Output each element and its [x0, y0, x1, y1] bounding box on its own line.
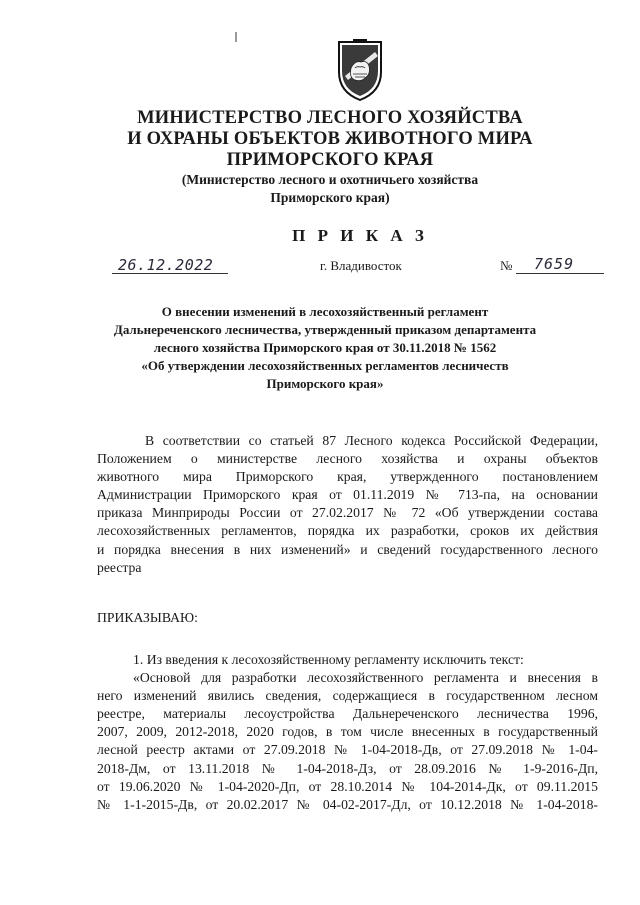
ministry-title-line: МИНИСТЕРСТВО ЛЕСНОГО ХОЗЯЙСТВА [137, 108, 523, 128]
clause-line: 2018-Дм, от 13.11.2018 № 1-04-2018-Дз, от 28.09.2016 № 1-9-2016-Дп, [97, 760, 598, 776]
order-number: 7659 [534, 255, 575, 273]
clause-line: него изменений явились сведения, содержащиеся в государственном лесном [97, 688, 598, 704]
coat-of-arms-icon [333, 38, 387, 102]
preamble-line: реестра [97, 559, 142, 575]
date-underline [112, 273, 228, 274]
order-city: г. Владивосток [320, 258, 402, 273]
ministry-subtitle [120, 171, 540, 207]
order-title: П Р И К А З [292, 226, 428, 245]
subject-line: «Об утверждении лесохозяйственных регламентов лесничеств [141, 358, 509, 373]
clause-line: реестре, материалы лесоустройства Дальнереченского лесничества 1996, [97, 706, 598, 722]
ministry-title [120, 108, 540, 171]
ministry-subtitle-line: (Министерство лесного и охотничьего хозяйства [181, 172, 479, 187]
preamble-line: приказа Минприроды России от 27.02.2017 № 72 «Об утверждении состава [97, 505, 598, 521]
ministry-title-line: ПРИМОРСКОГО КРАЯ [226, 150, 434, 170]
preamble-line: Администрации Приморского края от 01.11.2019 № 713-па, на основании [97, 487, 598, 503]
clause-line: лесной реестр актами от 27.09.2018 № 1-04-2018-Дв, от 27.09.2018 № 1-04- [97, 742, 598, 758]
subject-line: О внесении изменений в лесохозяйственный регламент [161, 304, 489, 319]
clause-line: «Основой для разработки лесохозяйственного регламента и внесения в [133, 670, 598, 686]
preamble-line: Положением о министерстве лесного хозяйства и охраны объектов [97, 451, 598, 467]
subject-line: Приморского края» [266, 376, 384, 391]
order-subject [90, 303, 560, 393]
preamble-paragraph [97, 432, 598, 577]
clause-line: 1. Из введения к лесохозяйственному регламенту исключить текст: [133, 652, 524, 667]
preamble-line: В соответствии со статьей 87 Лесного кодекса Российской Федерации, [145, 433, 598, 448]
subject-line: Дальнереченского лесничества, утвержденный приказом департамента [113, 322, 537, 337]
preamble-line: животного мира Приморского края, утвержденного постановлением [97, 469, 598, 485]
ministry-title-line: И ОХРАНЫ ОБЪЕКТОВ ЖИВОТНОГО МИРА [127, 129, 533, 149]
subject-line: лесного хозяйства Приморского края от 30.11.2018 № 1562 [153, 340, 497, 355]
order-number-label: № [500, 258, 513, 273]
ministry-subtitle-line: Приморского края) [270, 190, 390, 205]
number-underline [516, 273, 604, 274]
scan-mark [235, 32, 237, 42]
clause-1-paragraph [97, 651, 598, 814]
order-date: 26.12.2022 [118, 256, 214, 274]
preamble-line: лесохозяйственных регламентов, порядка их разработки, сроков их действия [97, 523, 598, 539]
clause-line: 2007, 2009, 2012-2018, 2020 годов, в том числе внесенных в государственный [97, 724, 598, 740]
clause-line: № 1-1-2015-Дв, от 20.02.2017 № 04-02-2017-Дл, от 10.12.2018 № 1-04-2018- [97, 796, 598, 812]
orders-heading: ПРИКАЗЫВАЮ: [97, 610, 198, 625]
clause-line: от 19.06.2020 № 1-04-2020-Дп, от 28.10.2014 № 104-2014-Дк, от 09.11.2015 [97, 778, 598, 794]
preamble-line: и порядка внесения в них изменений» и сведений государственного лесного [97, 541, 598, 557]
